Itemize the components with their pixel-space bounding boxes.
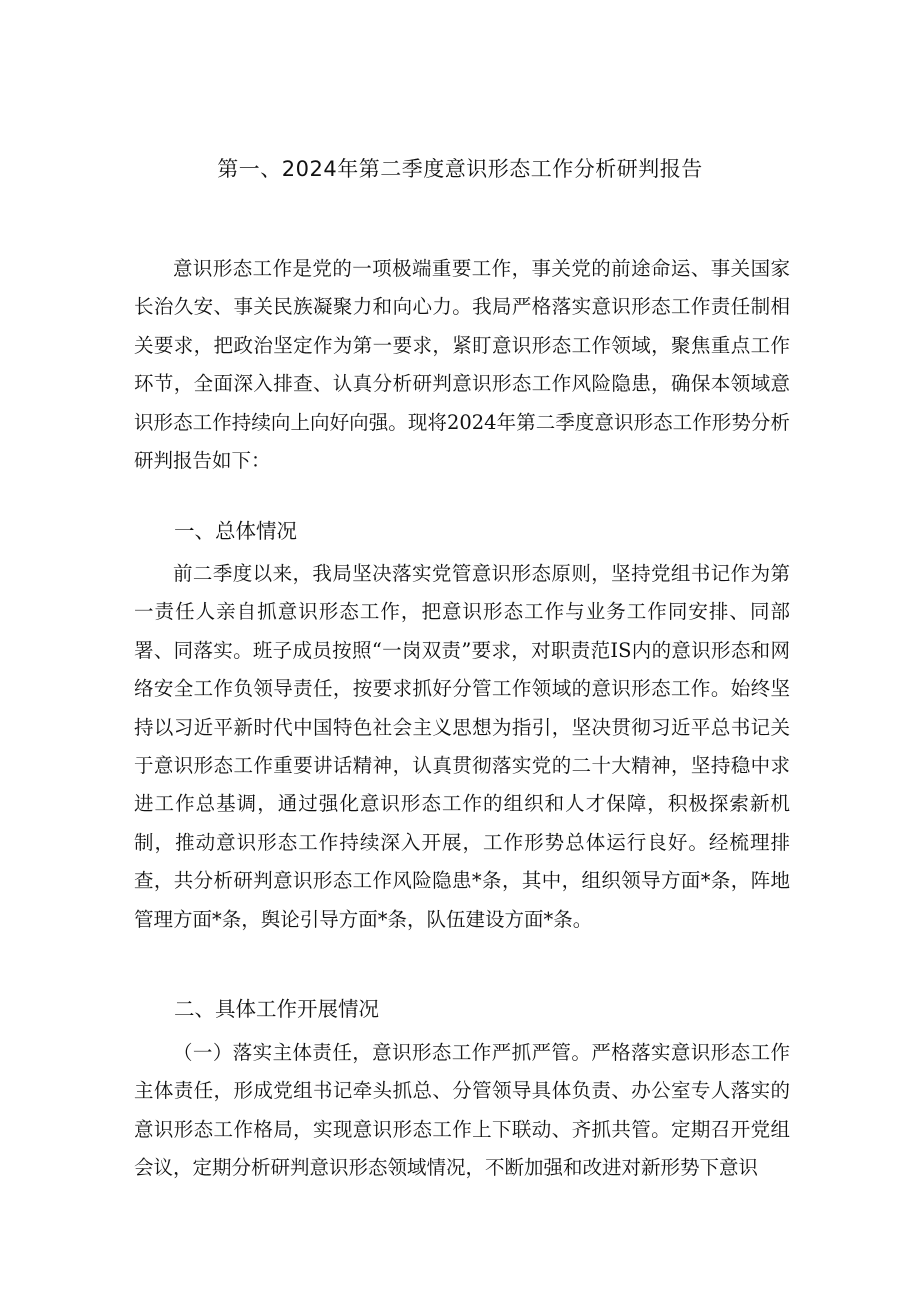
intro-paragraph-block bbox=[134, 250, 790, 480]
section-heading-overall: 一、总体情况 bbox=[174, 519, 297, 543]
document-title: 第一、2024年第二季度意识形态工作分析研判报告 bbox=[217, 157, 703, 181]
responsibility-paragraph-block bbox=[134, 1034, 790, 1188]
section-heading-block-1 bbox=[134, 512, 790, 550]
responsibility-paragraph: （一）落实主体责任，意识形态工作严抓严管。严格落实意识形态工作主体责任，形成党组书记牵头抓总、分管领导具体负责、办公室专人落实的意识形态工作格局，实现意识形态工作上下联动、齐抓共管。定期召开党组会议，定期分析研判意识形态领域情况，不断加强和改进对新形势下意识 bbox=[134, 1041, 790, 1180]
overall-paragraph-block bbox=[134, 555, 790, 939]
section-heading-specific-work: 二、具体工作开展情况 bbox=[174, 997, 379, 1021]
intro-paragraph: 意识形态工作是党的一项极端重要工作，事关党的前途命运、事关国家长治久安、事关民族凝聚力和向心力。我局严格落实意识形态工作责任制相关要求，把政治坚定作为第一要求，紧盯意识形态工作领域，聚焦重点工作环节，全面深入排查、认真分析研判意识形态工作风险隐患，确保本领域意识形态工作持续向上向好向强。现将2024年第二季度意识形态工作形势分析研判报告如下： bbox=[134, 257, 790, 473]
section-heading-block-2 bbox=[134, 990, 790, 1028]
overall-paragraph: 前二季度以来，我局坚决落实党管意识形态原则，坚持党组书记作为第一责任人亲自抓意识形态工作，把意识形态工作与业务工作同安排、同部署、同落实。班子成员按照“一岗双责”要求，对职责范IS内的意识形态和网络安全工作负领导责任，按要求抓好分管工作领域的意识形态工作。始终坚持以习近平新时代中国特色社会主义思想为指引，坚决贯彻习近平总书记关于意识形态工作重要讲话精神，认真贯彻落实党的二十大精神，坚持稳中求进工作总基调，通过强化意识形态工作的组织和人才保障，积极探索新机制，推动意识形态工作持续深入开展，工作形势总体运行良好。经梳理排查，共分析研判意识形态工作风险隐患*条，其中，组织领导方面*条，阵地管理方面*条，舆论引导方面*条，队伍建设方面*条。 bbox=[134, 562, 790, 931]
